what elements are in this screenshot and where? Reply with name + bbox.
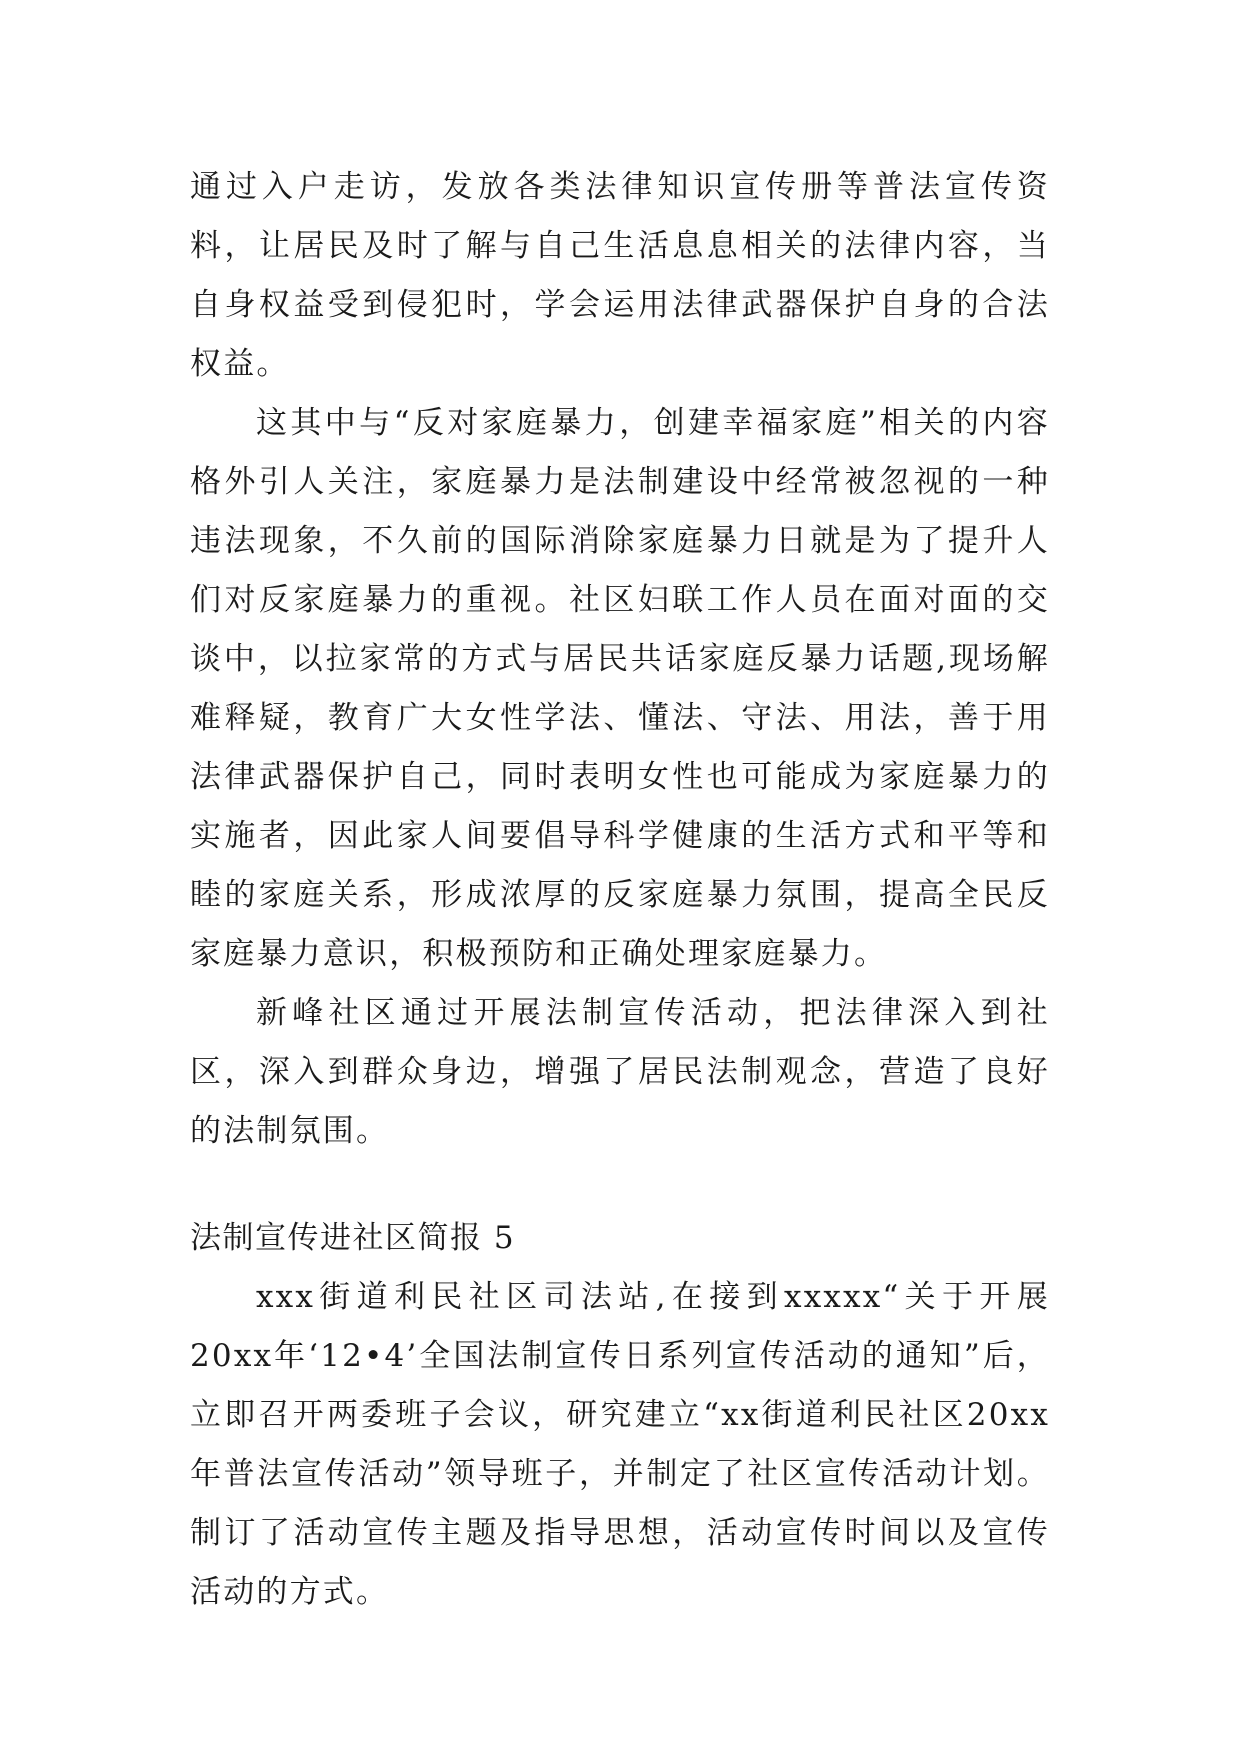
paragraph-1: 通过入户走访，发放各类法律知识宣传册等普法宣传资料，让居民及时了解与自己生活息息相关的法律内容，当自身权益受到侵犯时，学会运用法律武器保护自身的合法权益。: [190, 169, 1050, 382]
paragraph-2: 这其中与“反对家庭暴力，创建幸福家庭”相关的内容格外引人关注，家庭暴力是法制建设中经常被忽视的一种违法现象，不久前的国际消除家庭暴力日就是为了提升人们对反家庭暴力的重视。社区妇联工作人员在面对面的交谈中，以拉家常的方式与居民共话家庭反暴力话题,现场解难释疑，教育广大女性学法、懂法、守法、用法，善于用法律武器保护自己，同时表明女性也可能成为家庭暴力的实施者，因此家人间要倡导科学健康的生活方式和平等和睦的家庭关系，形成浓厚的反家庭暴力氛围，提高全民反家庭暴力意识，积极预防和正确处理家庭暴力。: [190, 405, 1050, 972]
section-paragraph-1: xxx街道利民社区司法站,在接到xxxxx“关于开展20xx年‘12•4’全国法制宣传日系列宣传活动的通知”后，立即召开两委班子会议，研究建立“xx街道利民社区20xx年普法宣传活动”领导班子，并制定了社区宣传活动计划。制订了活动宣传主题及指导思想，活动宣传时间以及宣传活动的方式。: [190, 1279, 1050, 1610]
paragraph-3: 新峰社区通过开展法制宣传活动，把法律深入到社区，深入到群众身边，增强了居民法制观念，营造了良好的法制氛围。: [190, 995, 1050, 1149]
document-body: [190, 158, 1050, 1622]
section-heading: 法制宣传进社区简报 5: [190, 1220, 516, 1256]
